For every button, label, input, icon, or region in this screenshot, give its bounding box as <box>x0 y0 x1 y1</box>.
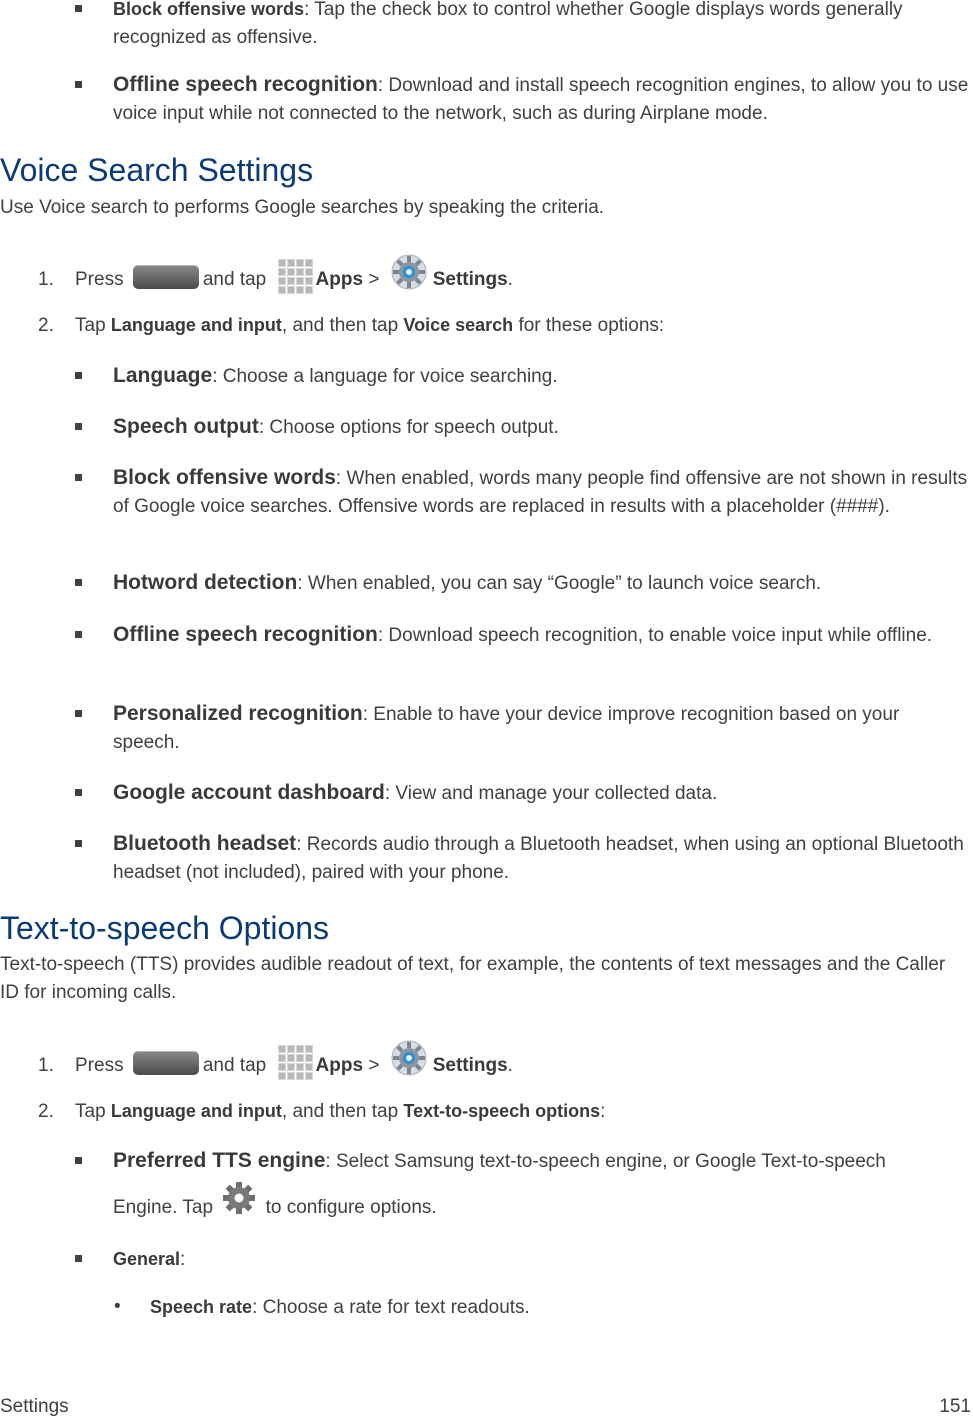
step-text: and tap <box>202 269 267 291</box>
bullet-label: Bluetooth headset <box>113 832 297 855</box>
square-bullet-icon <box>75 631 82 638</box>
bullet-text: Engine. Tap <box>113 1197 214 1218</box>
section-heading-tts: Text-to-speech Options <box>0 910 330 946</box>
step-text: Press <box>75 1055 124 1077</box>
bullet-text: : Download and install speech recognition engines, to allow you to use voice input while not connected to the network, such as during Airplane mode. <box>113 75 969 124</box>
bullet-text: : Download speech recognition, to enable voice input while offline. <box>377 625 933 646</box>
bullet-text: : Tap the check box to control whether Google displays words generally recognized as offensive. <box>113 0 903 48</box>
section-heading-voice-search: Voice Search Settings <box>0 152 314 188</box>
bullet-label: Offline speech recognition <box>113 623 378 646</box>
bullet-text: : Enable to have your device improve recognition based on your speech. <box>113 704 900 753</box>
bullet-text: : View and manage your collected data. <box>384 783 718 804</box>
step-number: 2. <box>38 1101 54 1122</box>
square-bullet-icon <box>75 1255 82 1262</box>
tts-step-2 <box>38 1096 968 1127</box>
step-text: Press <box>75 269 124 291</box>
square-bullet-icon <box>75 579 82 586</box>
bullet-label: Personalized recognition <box>113 702 363 725</box>
square-bullet-icon <box>75 81 82 88</box>
step-text: , and then tap <box>281 315 399 336</box>
menu-label: Text-to-speech options <box>403 1101 601 1121</box>
separator: > <box>368 1055 380 1077</box>
bullet-offline <box>113 621 971 650</box>
step-text: , and then tap <box>281 1101 399 1122</box>
menu-label: Language and input <box>110 315 282 335</box>
step-number: 2. <box>38 315 54 336</box>
bullet-general <box>113 1245 971 1274</box>
square-bullet-icon <box>75 372 82 379</box>
square-bullet-icon <box>75 423 82 430</box>
apps-icon <box>276 1043 312 1079</box>
bullet-text: : <box>180 1249 186 1270</box>
step-text: . <box>507 1055 513 1077</box>
home-button-icon <box>133 265 199 289</box>
bullet-text: to configure options. <box>265 1197 437 1218</box>
bullet-text: : Select Samsung text-to-speech engine, or Google Text-to-speech <box>325 1151 886 1172</box>
step-number: 1. <box>38 269 54 291</box>
square-bullet-icon <box>75 474 82 481</box>
bullet-block-offensive <box>113 464 971 521</box>
apps-label: Apps <box>315 1055 364 1077</box>
bullet-label: Speech rate <box>150 1297 253 1317</box>
bullet-label: Hotword detection <box>113 571 298 594</box>
bullet-label: Block offensive words <box>113 466 336 489</box>
bullet-preferred-tts <box>113 1147 971 1176</box>
footer-page-number: 151 <box>939 1396 971 1417</box>
tts-step-1 <box>38 1046 968 1086</box>
bullet-bluetooth <box>113 830 971 887</box>
square-bullet-icon <box>75 840 82 847</box>
bullet-text: : Choose a rate for text readouts. <box>252 1297 530 1318</box>
preferred-tts-line2 <box>113 1190 437 1226</box>
step-text: and tap <box>202 1055 267 1077</box>
bullet-hotword <box>113 569 971 598</box>
bullet-text: : When enabled, you can say “Google” to launch voice search. <box>297 573 822 594</box>
step-text: . <box>507 269 513 291</box>
bullet-text: : When enabled, words many people find offensive are not shown in results of Google voice searches. Offensive words are replaced in results with a placeholder (####). <box>113 468 968 517</box>
bullet-text: : Records audio through a Bluetooth headset, when using an optional Bluetooth headset (not included), paired with your phone. <box>113 834 964 883</box>
settings-gear-icon <box>389 1038 429 1078</box>
voice-intro: Use Voice search to performs Google searches by speaking the criteria. <box>0 197 605 218</box>
apps-icon <box>276 257 312 293</box>
home-button-icon <box>133 1051 199 1075</box>
bullet-personalized <box>113 700 971 757</box>
footer-section: Settings <box>0 1396 69 1417</box>
bullet-block-offensive-top <box>113 0 971 52</box>
bullet-offline-top <box>113 71 971 128</box>
bullet-language <box>113 362 971 391</box>
voice-step-2 <box>38 310 968 341</box>
bullet-label: Preferred TTS engine <box>113 1149 326 1172</box>
bullet-speech-output <box>113 413 971 442</box>
settings-label: Settings <box>432 269 508 291</box>
square-bullet-icon <box>75 710 82 717</box>
step-text: for these options: <box>518 315 665 336</box>
square-bullet-icon <box>75 5 82 12</box>
settings-label: Settings <box>432 1055 508 1077</box>
apps-label: Apps <box>315 269 364 291</box>
bullet-label: Offline speech recognition <box>113 73 378 96</box>
bullet-label: Speech output <box>113 415 259 438</box>
bullet-label: General <box>113 1249 181 1269</box>
bullet-label: Block offensive words <box>113 0 305 19</box>
bullet-dashboard <box>113 779 971 808</box>
settings-gear-icon <box>389 252 429 292</box>
dot-bullet-icon: • <box>114 1296 121 1317</box>
step-text: Tap <box>75 315 106 336</box>
step-number: 1. <box>38 1055 54 1077</box>
square-bullet-icon <box>75 1157 82 1164</box>
tts-intro: Text-to-speech (TTS) provides audible readout of text, for example, the contents of text messages and the Caller ID for incoming calls. <box>0 954 946 1003</box>
step-text: Tap <box>75 1101 106 1122</box>
menu-label: Voice search <box>403 315 514 335</box>
bullet-label: Language <box>113 364 213 387</box>
square-bullet-icon <box>75 789 82 796</box>
separator: > <box>368 269 380 291</box>
bullet-label: Google account dashboard <box>113 781 385 804</box>
bullet-text: : Choose a language for voice searching. <box>212 366 558 387</box>
bullet-text: : Choose options for speech output. <box>258 417 559 438</box>
menu-label: Language and input <box>110 1101 282 1121</box>
sub-bullet-speech-rate <box>114 1293 950 1322</box>
voice-step-1 <box>38 260 968 300</box>
gear-icon <box>222 1181 256 1215</box>
step-text: : <box>600 1101 606 1122</box>
